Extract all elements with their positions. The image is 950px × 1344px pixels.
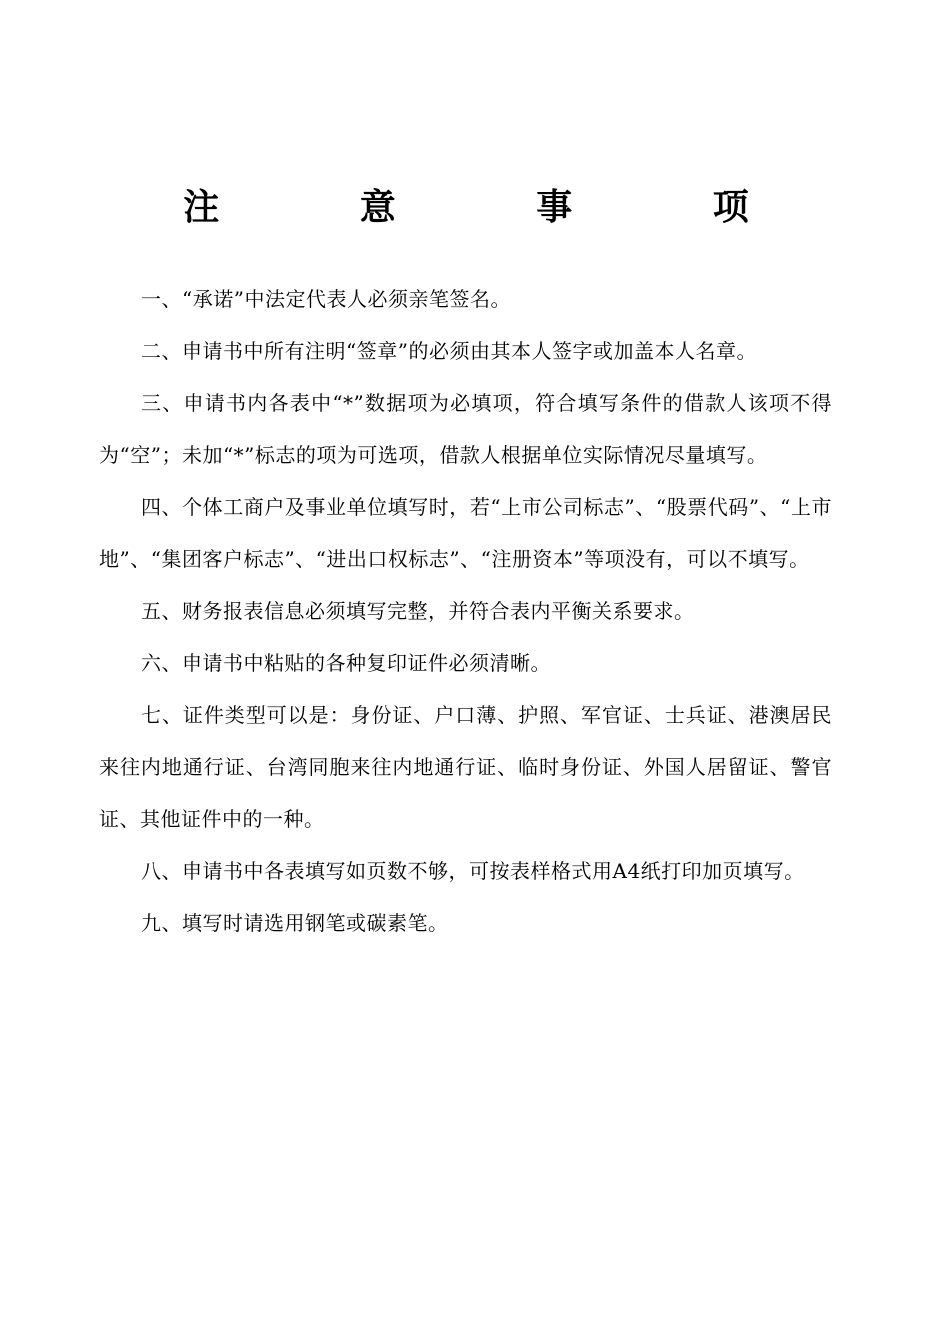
notice-item-6: 六、申请书中粘贴的各种复印证件必须清晰。 <box>141 651 551 675</box>
notice-item-8: 八、申请书中各表填写如页数不够，可按表样格式用A4纸打印加页填写。 <box>141 859 805 883</box>
notice-item-2: 二、申请书中所有注明“签章”的必须由其本人签字或加盖本人名章。 <box>141 339 757 363</box>
notice-item-5: 五、财务报表信息必须填写完整，并符合表内平衡关系要求。 <box>141 599 695 623</box>
page-title: 注 意 事 项 <box>183 187 813 228</box>
notice-list <box>99 273 832 949</box>
notice-item-7: 七、证件类型可以是：身份证、户口薄、护照、军官证、士兵证、港澳居民来往内地通行证、台湾同胞来往内地通行证、临时身份证、外国人居留证、警官证、其他证件中的一种。 <box>99 703 832 831</box>
notice-item-3: 三、申请书内各表中“*”数据项为必填项，符合填写条件的借款人该项不得为“空”；未加“*”标志的项为可选项，借款人根据单位实际情况尽量填写。 <box>99 391 832 467</box>
notice-item-4: 四、个体工商户及事业单位填写时，若“上市公司标志”、“股票代码”、“上市地”、“集团客户标志”、“进出口权标志”、“注册资本”等项没有，可以不填写。 <box>99 495 832 571</box>
notice-item-9: 九、填写时请选用钢笔或碳素笔。 <box>141 911 449 935</box>
notice-item-1: 一、“承诺”中法定代表人必须亲笔签名。 <box>141 287 511 311</box>
